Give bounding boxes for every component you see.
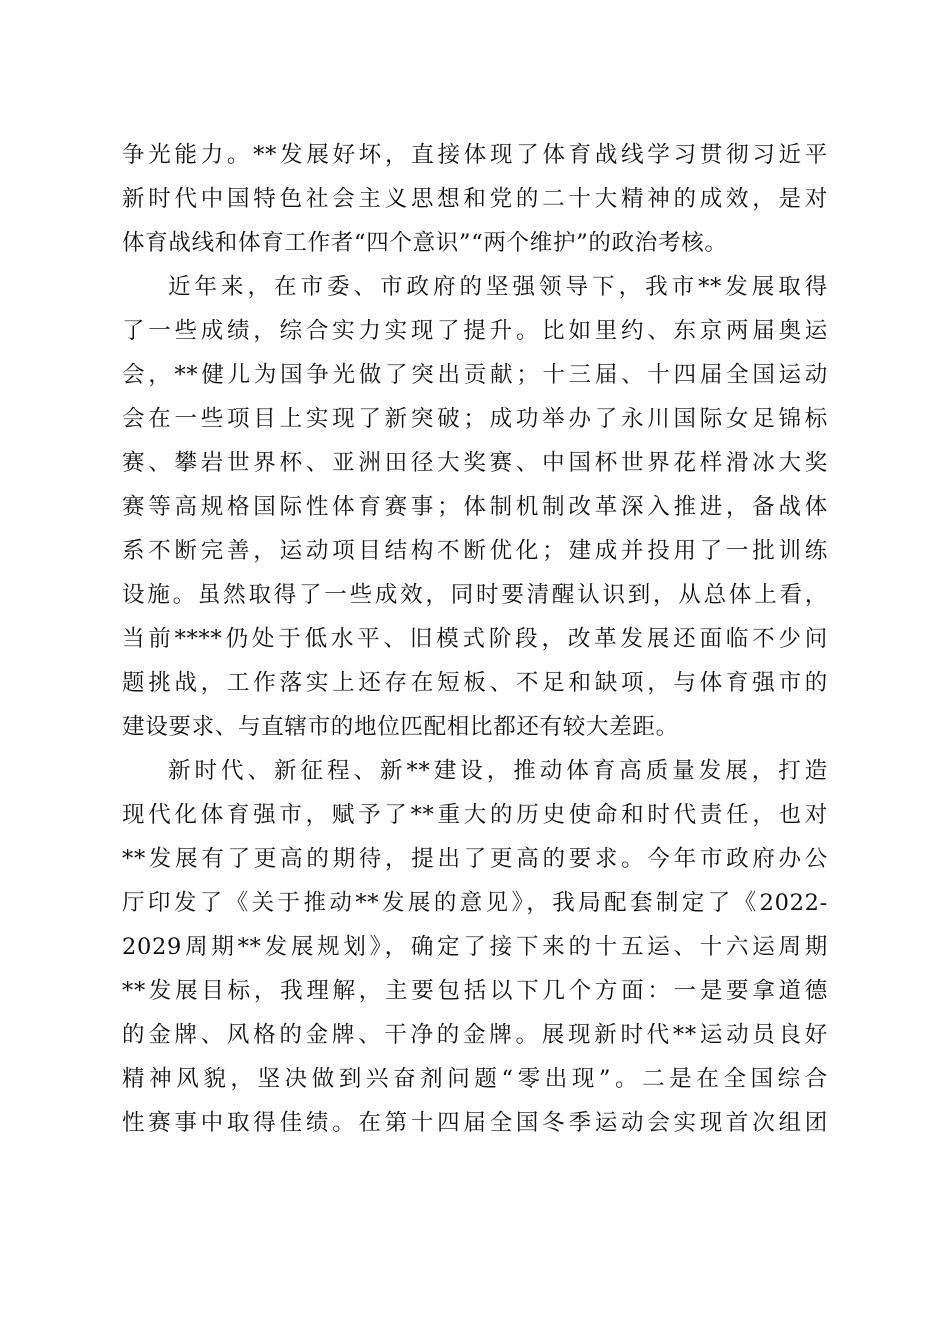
text-line: 系不断完善，运动项目结构不断优化；建成并投用了一批训练 <box>122 538 828 564</box>
text-line: 题挑战，工作落实上还存在短板、不足和缺项，与体育强市的 <box>122 670 828 696</box>
text-line: 2029周期**发展规划》，确定了接下来的十五运、十六运周期 <box>122 934 828 960</box>
paragraph-1 <box>122 133 828 265</box>
text-line: **发展有了更高的期待，提出了更高的要求。今年市政府办公 <box>122 846 828 872</box>
text-line: 了一些成绩，综合实力实现了提升。比如里约、东京两届奥运 <box>122 318 828 344</box>
paragraph-3 <box>122 749 828 1145</box>
text-line: **发展目标，我理解，主要包括以下几个方面：一是要拿道德 <box>122 978 828 1004</box>
text-line: 当前****仍处于低水平、旧模式阶段，改革发展还面临不少问 <box>122 626 828 652</box>
text-line: 会，**健儿为国争光做了突出贡献；十三届、十四届全国运动 <box>122 362 828 388</box>
text-line: 性赛事中取得佳绩。在第十四届全国冬季运动会实现首次组团 <box>122 1110 828 1136</box>
text-line: 赛、攀岩世界杯、亚洲田径大奖赛、中国杯世界花样滑冰大奖 <box>122 450 828 476</box>
text-line: 赛等高规格国际性体育赛事；体制机制改革深入推进，备战体 <box>122 494 828 520</box>
text-line: 精神风貌，坚决做到兴奋剂问题“零出现”。二是在全国综合 <box>122 1066 828 1092</box>
text-line: 建设要求、与直辖市的地位匹配相比都还有较大差距。 <box>122 714 679 740</box>
document-body <box>122 133 828 1145</box>
text-line: 设施。虽然取得了一些成效，同时要清醒认识到，从总体上看， <box>122 582 828 608</box>
paragraph-2 <box>122 265 828 749</box>
text-line: 现代化体育强市，赋予了**重大的历史使命和时代责任，也对 <box>122 802 828 828</box>
text-line: 新时代、新征程、新**建设，推动体育高质量发展，打造 <box>168 758 828 784</box>
text-line: 争光能力。**发展好坏，直接体现了体育战线学习贯彻习近平 <box>122 142 828 168</box>
text-line: 的金牌、风格的金牌、干净的金牌。展现新时代**运动员良好 <box>122 1022 828 1048</box>
text-line: 体育战线和体育工作者“四个意识”“两个维护”的政治考核。 <box>122 230 728 256</box>
text-line: 会在一些项目上实现了新突破；成功举办了永川国际女足锦标 <box>122 406 828 432</box>
text-line: 新时代中国特色社会主义思想和党的二十大精神的成效，是对 <box>122 186 828 212</box>
text-line: 厅印发了《关于推动**发展的意见》，我局配套制定了《2022- <box>122 890 828 916</box>
text-line: 近年来，在市委、市政府的坚强领导下，我市**发展取得 <box>168 274 828 300</box>
